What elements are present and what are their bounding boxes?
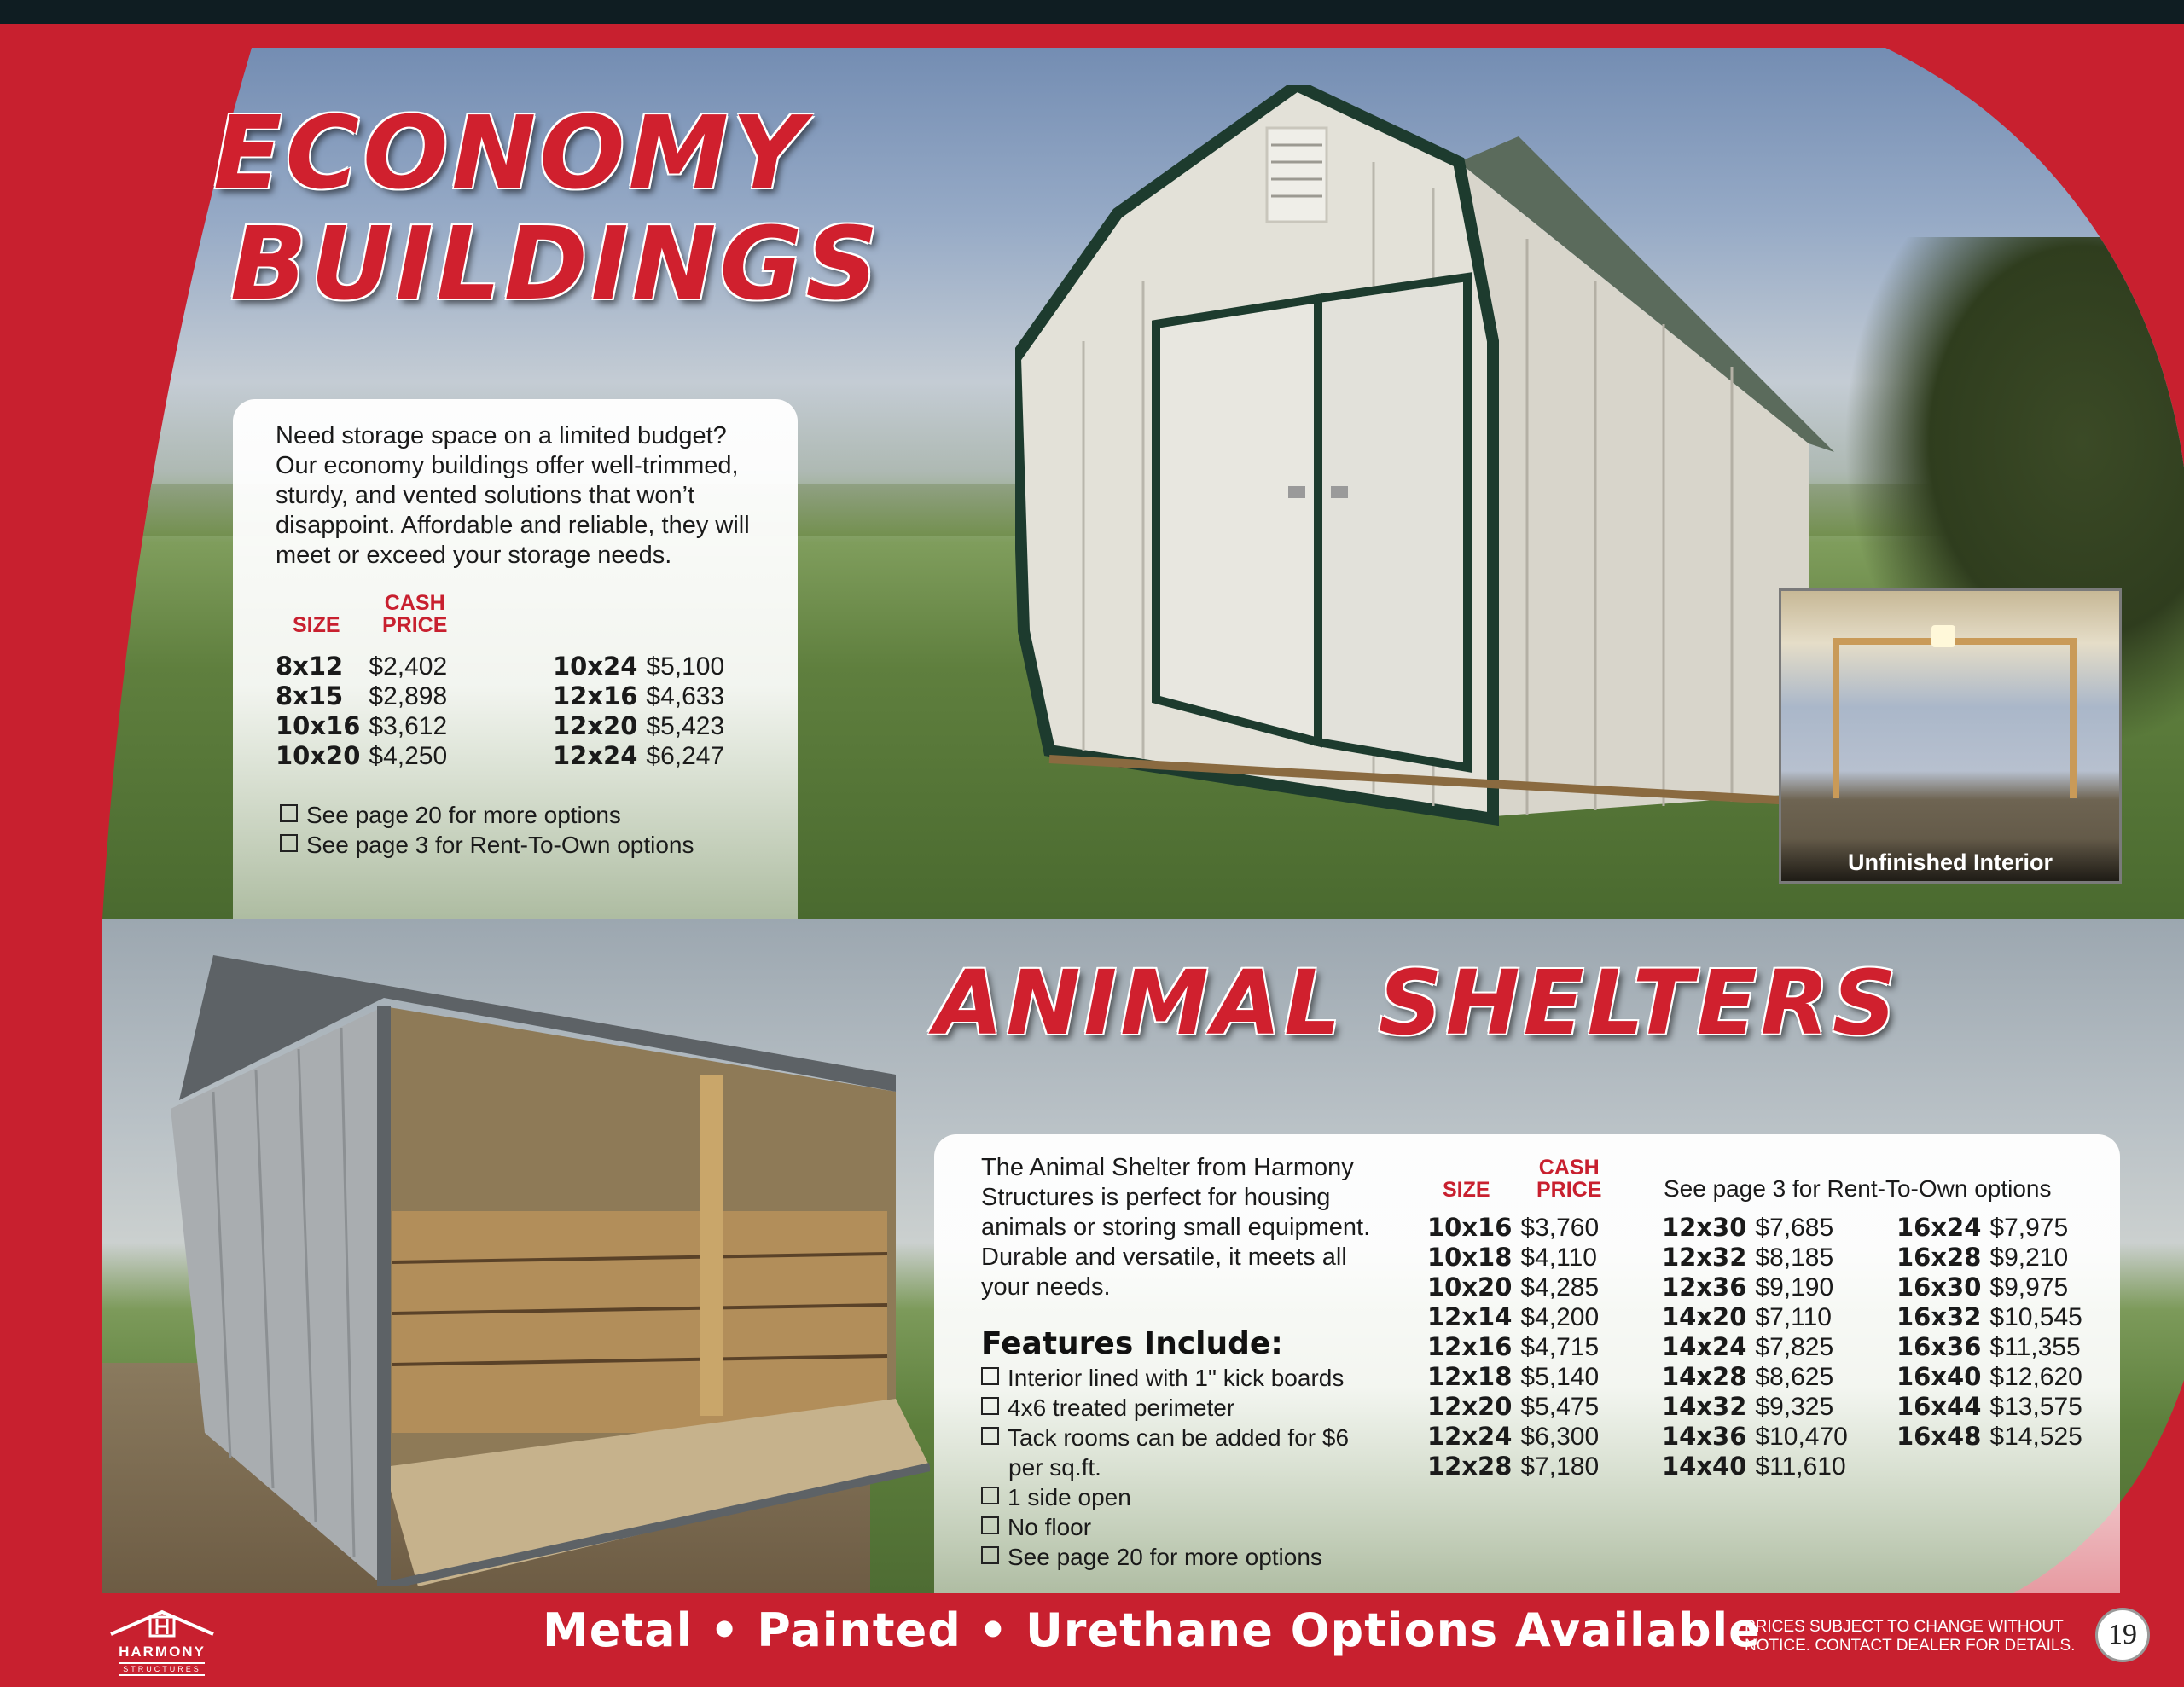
size-cell: 10x24 (553, 652, 638, 681)
feature-text: See page 20 for more options (1008, 1544, 1322, 1570)
table-row (1896, 1332, 2091, 1362)
interior-light (1931, 625, 1955, 647)
price-cell: $6,300 (1520, 1423, 1600, 1451)
size-cell: 14x36 (1662, 1422, 1747, 1451)
table-row (1896, 1362, 2091, 1392)
feature-text: Tack rooms can be added for $6 (1008, 1424, 1350, 1451)
table-row (1896, 1272, 2091, 1302)
list-item (981, 1482, 1382, 1512)
table-row (1662, 1213, 1856, 1243)
list-item (981, 1393, 1382, 1423)
table-row (1896, 1243, 2091, 1272)
economy-price-table-right (553, 652, 733, 771)
disclaimer-line2: NOTICE. CONTACT DEALER FOR DETAILS. (1745, 1637, 2076, 1655)
table-row (1662, 1452, 1856, 1481)
rent-to-own-note: See page 3 for Rent-To-Own options (1664, 1175, 2052, 1202)
economy-price-header (382, 592, 447, 636)
price-cell: $13,575 (1989, 1393, 2082, 1421)
economy-description: Need storage space on a limited budget? Our economy buildings offer well-trimmed, sturdy, and vented solutions that won’t disappoint. Affordable and reliable, they will meet or exceed your storage needs. (276, 422, 750, 569)
size-cell: 16x24 (1896, 1213, 1982, 1242)
price-cell: $9,210 (1989, 1244, 2069, 1272)
checkbox-icon (280, 804, 298, 822)
note-text: See page 3 for Rent-To-Own options (306, 832, 694, 858)
feature-text: Interior lined with 1" kick boards (1008, 1365, 1345, 1391)
barn-illustration (1015, 85, 1834, 836)
list-item-continuation: per sq.ft. (1008, 1454, 1101, 1481)
price-cell: $9,325 (1755, 1393, 1834, 1421)
table-row (1427, 1272, 1607, 1302)
economy-info-box (233, 399, 798, 919)
checkbox-icon (981, 1516, 999, 1534)
table-row (1662, 1362, 1856, 1392)
checkbox-icon (981, 1546, 999, 1564)
price-cell: $2,898 (369, 682, 448, 710)
price-cell: $8,625 (1755, 1363, 1834, 1391)
table-row (1896, 1213, 2091, 1243)
size-cell: 10x18 (1427, 1243, 1513, 1272)
table-row (553, 741, 733, 771)
list-item (981, 1423, 1382, 1452)
checkbox-icon (981, 1487, 999, 1504)
price-cell: $10,545 (1989, 1303, 2082, 1331)
animal-shelters-title: ANIMAL SHELTERS (934, 951, 1900, 1055)
size-cell: 14x32 (1662, 1392, 1747, 1421)
economy-notes (280, 800, 694, 860)
size-cell: 10x20 (1427, 1272, 1513, 1301)
size-cell: 14x28 (1662, 1362, 1747, 1391)
animal-description: The Animal Shelter from Harmony Structures is perfect for housing animals or storing small equipment. Durable and versatile, it meets all your needs. (981, 1154, 1371, 1301)
table-row (553, 711, 733, 741)
features-list (981, 1363, 1382, 1572)
size-cell: 14x24 (1662, 1332, 1747, 1361)
interior-frame (1833, 638, 2077, 798)
list-item (280, 830, 694, 860)
economy-title-line2: BUILDINGS (230, 205, 882, 322)
price-cell: $6,247 (646, 742, 725, 770)
price-cell: $9,975 (1989, 1273, 2069, 1301)
size-cell: 12x20 (553, 711, 638, 740)
logo-name: HARMONY (119, 1644, 206, 1660)
price-cell: $7,825 (1755, 1333, 1834, 1361)
size-cell: 12x24 (553, 741, 638, 770)
size-cell: 10x20 (276, 741, 361, 770)
inset-caption: Unfinished Interior (1781, 838, 2119, 881)
size-cell: 12x18 (1427, 1362, 1513, 1391)
price-cell: $4,250 (369, 742, 448, 770)
list-item (981, 1363, 1382, 1393)
table-row (1427, 1392, 1607, 1422)
size-cell: 12x28 (1427, 1452, 1513, 1481)
price-cell: $4,110 (1520, 1244, 1597, 1272)
size-cell: 16x48 (1896, 1422, 1982, 1451)
economy-price-header-line1: CASH (384, 591, 445, 615)
price-cell: $5,423 (646, 712, 725, 740)
table-row (276, 711, 456, 741)
page-number: 19 (2095, 1608, 2150, 1662)
table-row (1662, 1422, 1856, 1452)
disclaimer-line1: PRICES SUBJECT TO CHANGE WITHOUT (1745, 1618, 2064, 1636)
note-text: See page 20 for more options (306, 802, 621, 828)
checkbox-icon (981, 1427, 999, 1445)
animal-price-table-col1 (1427, 1213, 1607, 1481)
table-row (1427, 1302, 1607, 1332)
animal-price-header-line2: PRICE (1536, 1178, 1602, 1202)
size-cell: 10x16 (1427, 1213, 1513, 1242)
price-cell: $4,285 (1520, 1273, 1600, 1301)
checkbox-icon (981, 1367, 999, 1385)
price-cell: $7,180 (1520, 1452, 1600, 1481)
price-cell: $7,110 (1755, 1303, 1832, 1331)
table-row (1662, 1272, 1856, 1302)
feature-text: 4x6 treated perimeter (1008, 1394, 1235, 1421)
size-cell: 16x44 (1896, 1392, 1982, 1421)
size-cell: 10x16 (276, 711, 361, 740)
economy-price-header-line2: PRICE (382, 613, 448, 637)
size-cell: 12x36 (1662, 1272, 1747, 1301)
price-cell: $2,402 (369, 652, 448, 681)
table-row (1427, 1243, 1607, 1272)
top-bar (0, 0, 2184, 24)
footer-tagline: Metal • Painted • Urethane Options Available (543, 1603, 1761, 1657)
table-row (553, 652, 733, 681)
price-cell: $9,190 (1755, 1273, 1834, 1301)
table-row (1896, 1422, 2091, 1452)
list-item (280, 800, 694, 830)
economy-title-line1: ECONOMY (213, 94, 809, 212)
price-cell: $11,610 (1755, 1452, 1846, 1481)
list-item (981, 1542, 1382, 1572)
price-cell: $14,525 (1989, 1423, 2082, 1451)
table-row (1662, 1392, 1856, 1422)
animal-price-header (1536, 1157, 1601, 1201)
animal-info-box (934, 1134, 2120, 1593)
table-row (276, 652, 456, 681)
size-cell: 12x24 (1427, 1422, 1513, 1451)
animal-price-table-col3 (1896, 1213, 2091, 1452)
size-cell: 12x14 (1427, 1302, 1513, 1331)
price-cell: $10,470 (1755, 1423, 1848, 1451)
size-cell: 16x40 (1896, 1362, 1982, 1391)
price-cell: $7,975 (1989, 1214, 2069, 1242)
size-cell: 14x20 (1662, 1302, 1747, 1331)
table-row (553, 681, 733, 711)
size-cell: 12x16 (553, 681, 638, 710)
animal-price-table-col2 (1662, 1213, 1856, 1481)
price-cell: $8,185 (1755, 1244, 1834, 1272)
price-cell: $3,612 (369, 712, 448, 740)
table-row (1896, 1302, 2091, 1332)
animal-price-header-line1: CASH (1538, 1156, 1600, 1180)
size-cell: 12x20 (1427, 1392, 1513, 1421)
price-cell: $12,620 (1989, 1363, 2082, 1391)
table-row (276, 681, 456, 711)
economy-size-header: SIZE (293, 613, 340, 637)
animal-size-header: SIZE (1443, 1178, 1490, 1202)
harmony-logo-icon (102, 1609, 222, 1638)
economy-price-table-left (276, 652, 456, 771)
table-row (1427, 1422, 1607, 1452)
interior-inset-photo (1779, 588, 2122, 884)
size-cell: 12x30 (1662, 1213, 1747, 1242)
size-cell: 16x32 (1896, 1302, 1982, 1331)
feature-text: No floor (1008, 1514, 1092, 1540)
price-cell: $11,355 (1989, 1333, 2081, 1361)
price-cell: $4,633 (646, 682, 725, 710)
list-item (981, 1512, 1382, 1542)
size-cell: 8x12 (276, 652, 344, 681)
checkbox-icon (981, 1397, 999, 1415)
size-cell: 14x40 (1662, 1452, 1747, 1481)
table-row (1427, 1332, 1607, 1362)
table-row (276, 741, 456, 771)
price-cell: $5,100 (646, 652, 725, 681)
price-cell: $4,200 (1520, 1303, 1600, 1331)
table-row (1896, 1392, 2091, 1422)
size-cell: 8x15 (276, 681, 344, 710)
features-title: Features Include: (981, 1326, 1283, 1361)
table-row (1662, 1302, 1856, 1332)
size-cell: 16x28 (1896, 1243, 1982, 1272)
feature-text: 1 side open (1008, 1484, 1131, 1510)
harmony-logo (102, 1609, 222, 1672)
size-cell: 12x32 (1662, 1243, 1747, 1272)
table-row (1662, 1243, 1856, 1272)
checkbox-icon (280, 834, 298, 852)
size-cell: 16x30 (1896, 1272, 1982, 1301)
price-cell: $7,685 (1755, 1214, 1834, 1242)
logo-subtitle: STRUCTURES (119, 1662, 205, 1676)
size-cell: 16x36 (1896, 1332, 1982, 1361)
price-disclaimer (1745, 1618, 2075, 1655)
price-cell: $3,760 (1520, 1214, 1600, 1242)
price-cell: $4,715 (1520, 1333, 1600, 1361)
table-row (1427, 1213, 1607, 1243)
size-cell: 12x16 (1427, 1332, 1513, 1361)
price-cell: $5,140 (1520, 1363, 1600, 1391)
table-row (1662, 1332, 1856, 1362)
table-row (1427, 1452, 1607, 1481)
shelter-illustration (162, 955, 930, 1586)
price-cell: $5,475 (1520, 1393, 1600, 1421)
table-row (1427, 1362, 1607, 1392)
